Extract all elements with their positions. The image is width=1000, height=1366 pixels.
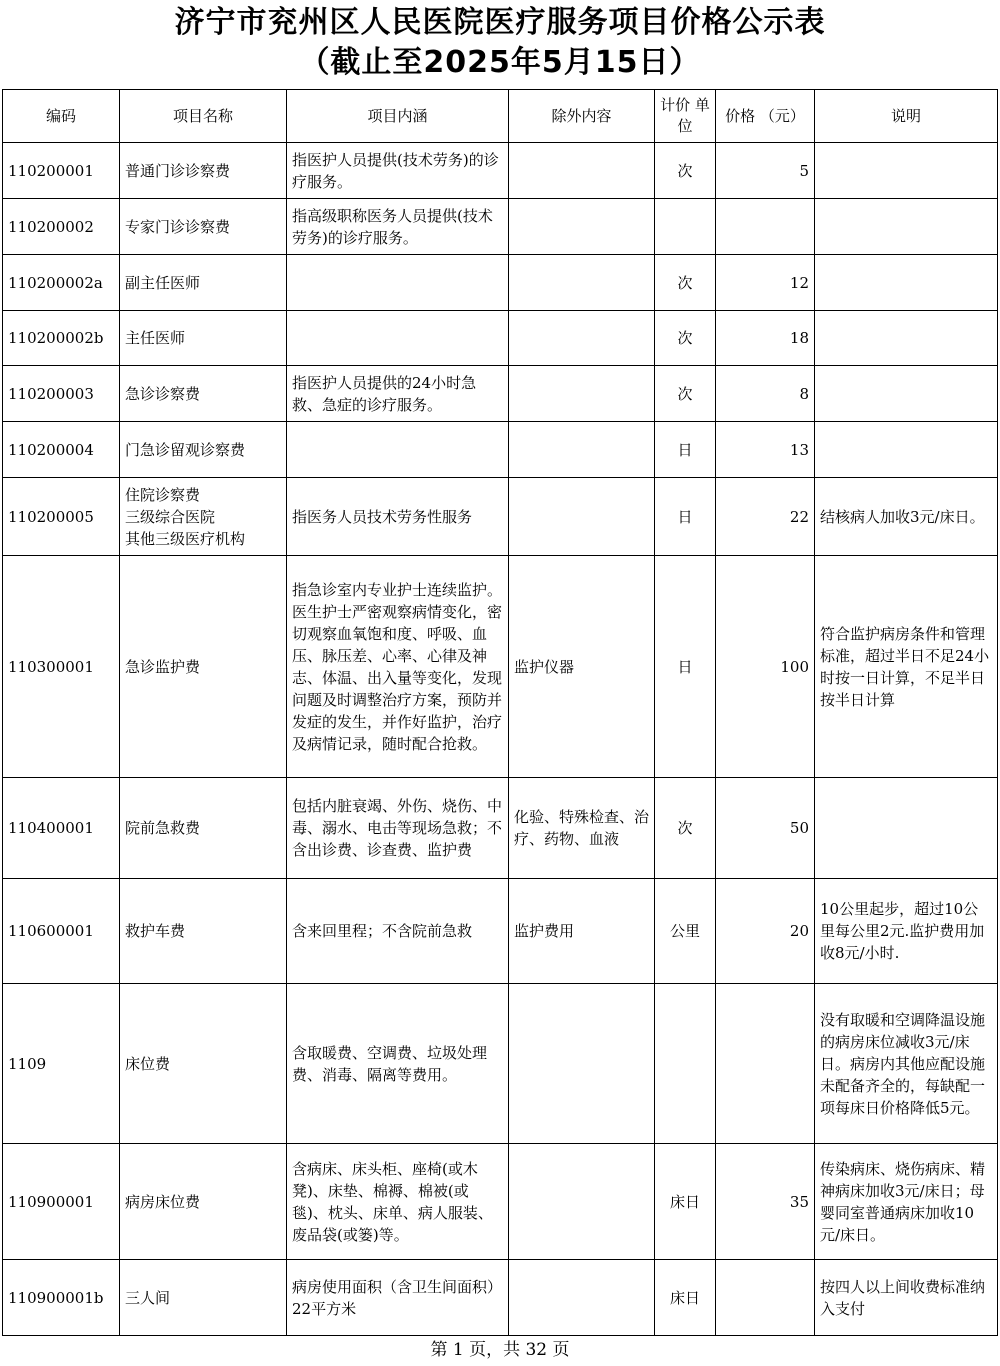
page-number: 第 1 页，共 32 页 [430, 1340, 570, 1360]
cell-name: 三人间 [120, 1260, 287, 1336]
cell-unit: 床日 [655, 1144, 716, 1260]
cell-code: 110200001 [3, 143, 120, 199]
cell-name: 急诊诊察费 [120, 366, 287, 422]
cell-exclusion [509, 422, 655, 478]
cell-code: 110400001 [3, 778, 120, 879]
document-title: 济宁市兖州区人民医院医疗服务项目价格公示表 [174, 5, 826, 40]
cell-note: 按四人以上间收费标准纳入支付 [815, 1260, 998, 1336]
table-row [3, 478, 998, 556]
cell-note [815, 255, 998, 311]
cell-name: 床位费 [120, 984, 287, 1144]
cell-note [815, 311, 998, 366]
cell-unit: 日 [655, 478, 716, 556]
cell-note: 10公里起步，超过10公里每公里2元.监护费用加收8元/小时. [815, 879, 998, 984]
header-unit: 计价 单位 [655, 90, 716, 143]
cell-code: 110200005 [3, 478, 120, 556]
cell-name: 住院诊察费 三级综合医院 其他三级医疗机构 [120, 478, 287, 556]
cell-code: 110300001 [3, 556, 120, 778]
cell-name: 病房床位费 [120, 1144, 287, 1260]
cell-price: 50 [716, 778, 815, 879]
cell-name: 主任医师 [120, 311, 287, 366]
cell-price: 35 [716, 1144, 815, 1260]
cell-exclusion: 监护仪器 [509, 556, 655, 778]
cell-note: 符合监护病房条件和管理标准，超过半日不足24小时按一日计算，不足半日按半日计算 [815, 556, 998, 778]
cell-name: 副主任医师 [120, 255, 287, 311]
cell-exclusion: 监护费用 [509, 879, 655, 984]
table-row [3, 556, 998, 778]
table-row [3, 422, 998, 478]
table-row [3, 984, 998, 1144]
cell-price [716, 1260, 815, 1336]
cell-exclusion [509, 255, 655, 311]
cell-name: 急诊监护费 [120, 556, 287, 778]
cell-content: 含来回里程；不含院前急救 [287, 879, 509, 984]
header-name: 项目名称 [120, 90, 287, 143]
cell-unit [655, 984, 716, 1144]
header-content: 项目内涵 [287, 90, 509, 143]
cell-content: 病房使用面积（含卫生间面积）22平方米 [287, 1260, 509, 1336]
cell-exclusion [509, 984, 655, 1144]
cell-content: 指高级职称医务人员提供(技术劳务)的诊疗服务。 [287, 199, 509, 255]
cell-note: 结核病人加收3元/床日。 [815, 478, 998, 556]
cell-note [815, 422, 998, 478]
cell-code: 110200003 [3, 366, 120, 422]
cell-unit: 次 [655, 778, 716, 879]
header-code: 编码 [3, 90, 120, 143]
cell-unit: 次 [655, 311, 716, 366]
cell-exclusion [509, 311, 655, 366]
cell-code: 110900001 [3, 1144, 120, 1260]
table-row [3, 366, 998, 422]
cell-price: 12 [716, 255, 815, 311]
cell-content [287, 422, 509, 478]
cell-content: 含取暖费、空调费、垃圾处理费、消毒、隔离等费用。 [287, 984, 509, 1144]
cell-unit: 次 [655, 143, 716, 199]
cell-content: 包括内脏衰竭、外伤、烧伤、中毒、溺水、电击等现场急救；不含出诊费、诊查费、监护费 [287, 778, 509, 879]
cell-price: 100 [716, 556, 815, 778]
cell-unit [655, 199, 716, 255]
price-table [2, 89, 998, 1336]
cell-content [287, 255, 509, 311]
table-row [3, 311, 998, 366]
table-row [3, 255, 998, 311]
cell-price: 20 [716, 879, 815, 984]
cell-exclusion [509, 366, 655, 422]
cell-unit: 公里 [655, 879, 716, 984]
table-header-row [3, 90, 998, 143]
cell-note [815, 778, 998, 879]
header-exclusion: 除外内容 [509, 90, 655, 143]
cell-code: 110600001 [3, 879, 120, 984]
cell-exclusion [509, 143, 655, 199]
document-subtitle-date: （截止至2025年5月15日） [299, 45, 701, 80]
cell-name: 院前急救费 [120, 778, 287, 879]
cell-code: 110200002b [3, 311, 120, 366]
cell-unit: 次 [655, 366, 716, 422]
cell-content: 指医护人员提供的24小时急救、急症的诊疗服务。 [287, 366, 509, 422]
cell-content: 指急诊室内专业护士连续监护。医生护士严密观察病情变化，密切观察血氧饱和度、呼吸、血压、脉压差、心率、心律及神志、体温、出入量等变化，发现问题及时调整治疗方案，预防并发症的发生，并作好监护，治疗及病情记录，随时配合抢救。 [287, 556, 509, 778]
cell-price: 22 [716, 478, 815, 556]
cell-unit: 床日 [655, 1260, 716, 1336]
header-price: 价格 （元） [716, 90, 815, 143]
cell-note [815, 366, 998, 422]
cell-code: 1109 [3, 984, 120, 1144]
cell-note [815, 143, 998, 199]
table-row [3, 199, 998, 255]
cell-exclusion [509, 478, 655, 556]
cell-content: 指医务人员技术劳务性服务 [287, 478, 509, 556]
cell-name: 救护车费 [120, 879, 287, 984]
cell-content: 含病床、床头柜、座椅(或木凳)、床垫、棉褥、棉被(或毯)、枕头、床单、病人服装、废品袋(或篓)等。 [287, 1144, 509, 1260]
table-row [3, 879, 998, 984]
cell-unit: 次 [655, 255, 716, 311]
cell-exclusion: 化验、特殊检查、治疗、药物、血液 [509, 778, 655, 879]
cell-unit: 日 [655, 422, 716, 478]
table-row [3, 143, 998, 199]
cell-content [287, 311, 509, 366]
cell-name: 门急诊留观诊察费 [120, 422, 287, 478]
cell-name: 普通门诊诊察费 [120, 143, 287, 199]
table-row [3, 1144, 998, 1260]
cell-price: 18 [716, 311, 815, 366]
cell-price [716, 199, 815, 255]
cell-code: 110200002 [3, 199, 120, 255]
cell-price: 13 [716, 422, 815, 478]
cell-price: 8 [716, 366, 815, 422]
cell-note: 没有取暖和空调降温设施的病房床位减收3元/床日。病房内其他应配设施未配备齐全的，每缺配一项每床日价格降低5元。 [815, 984, 998, 1144]
cell-exclusion [509, 1260, 655, 1336]
cell-name: 专家门诊诊察费 [120, 199, 287, 255]
cell-code: 110900001b [3, 1260, 120, 1336]
table-row [3, 778, 998, 879]
table-row [3, 1260, 998, 1336]
cell-code: 110200002a [3, 255, 120, 311]
cell-price [716, 984, 815, 1144]
cell-code: 110200004 [3, 422, 120, 478]
header-note: 说明 [815, 90, 998, 143]
cell-unit: 日 [655, 556, 716, 778]
cell-exclusion [509, 199, 655, 255]
cell-note: 传染病床、烧伤病床、精神病床加收3元/床日；母婴同室普通病床加收10元/床日。 [815, 1144, 998, 1260]
cell-exclusion [509, 1144, 655, 1260]
cell-note [815, 199, 998, 255]
cell-price: 5 [716, 143, 815, 199]
cell-content: 指医护人员提供(技术劳务)的诊疗服务。 [287, 143, 509, 199]
